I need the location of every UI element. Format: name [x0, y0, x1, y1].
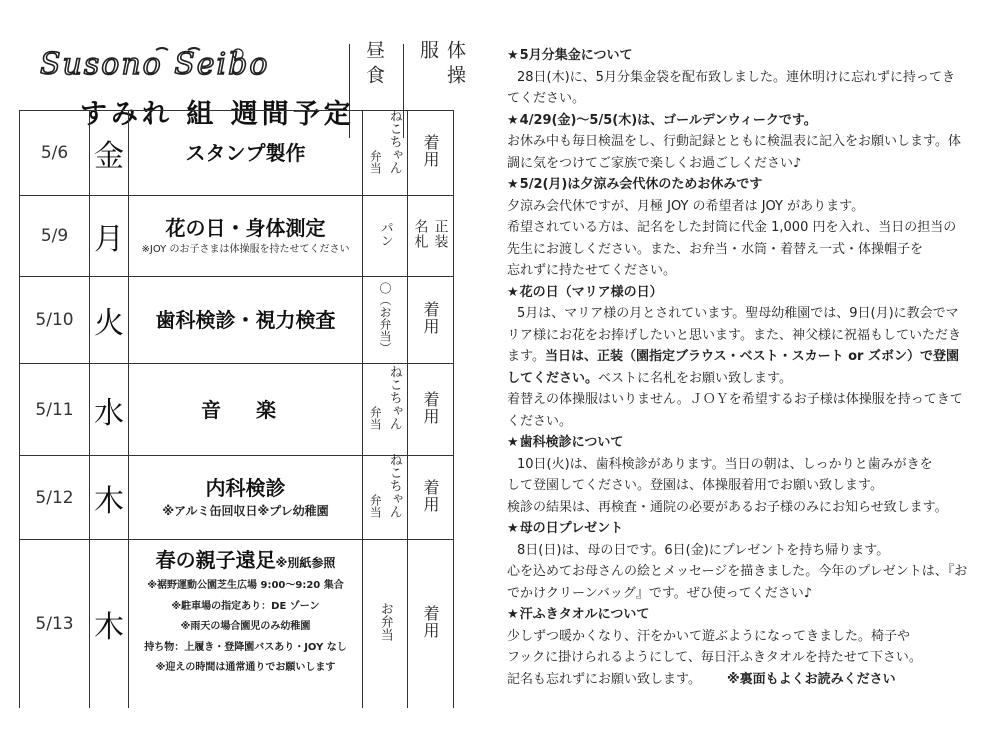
date-cell: 5/12: [20, 456, 90, 540]
event-title-note: ※別紙参照: [275, 556, 336, 570]
lunch-cell: 〇（お弁当）: [363, 277, 408, 364]
date-cell: 5/11: [20, 364, 90, 456]
table-row: [20, 196, 454, 277]
day-cell: 月: [90, 196, 129, 277]
event-title: 歯科検診・視力検査: [155, 308, 336, 332]
event-detail-line: 持ち物：上履き・登降園バスあり・JOY なし: [144, 641, 347, 653]
lunch-cell: 弁当 ねこちゃん: [363, 456, 408, 540]
logo-susono-seibo: [38, 44, 338, 94]
event-title: 花の日・身体測定: [165, 216, 326, 240]
pe-cell: 名札 正装: [408, 196, 454, 277]
notice-text: フックに掛けられるようにして、毎日汗ふきタオルを持たせて下さい。: [507, 650, 922, 665]
notice-text: 先生にお渡しください。また、お弁当・水筒・着替え一式・体操帽子を: [507, 241, 924, 257]
notice-text: 28日(木)に、5月分集金袋を配布致しました。連休明けに忘れずに持ってき: [517, 69, 955, 85]
date-cell: 5/13: [20, 540, 90, 708]
notice-text: 希望されている方は、記名をした封筒に代金 1,000 円を入れ、当日の担当の: [507, 220, 957, 235]
date-cell: 5/10: [20, 277, 90, 364]
notice-text: てください。: [507, 91, 586, 106]
lunch-cell: パン: [363, 196, 408, 277]
lunch-cell: 弁当 ねこちゃん: [363, 364, 408, 456]
notice-heading: ★5/2(月)は夕涼み会代休のためお休みです: [507, 177, 763, 192]
event-title: スタンプ製作: [185, 141, 306, 165]
notice-text: でかけクリーンバッグ』です。ぜひ使ってください♪: [507, 585, 813, 601]
notice-text: 8日(日)は、母の日です。6日(金)にプレゼントを持ち帰ります。: [517, 542, 890, 558]
notice-heading: ★母の日プレゼント: [507, 521, 624, 536]
day-cell: 水: [90, 364, 129, 456]
table-row: [20, 456, 454, 540]
logo-text: Susono Seibo: [40, 47, 270, 82]
notice-text: 調に気をつけてご家族で楽しくお過ごしください♪: [507, 155, 802, 171]
event-detail-line: ※雨天の場合園児のみ幼稚園: [180, 621, 311, 632]
notice-text: 夕涼み会代休ですが、月極 JOY の希望者は JOY があります。: [507, 198, 865, 214]
notice-heading: ★5月分集金について: [507, 48, 633, 63]
event-detail-line: ※駐車場の指定あり：DE ゾーン: [171, 600, 320, 612]
table-row: [20, 364, 454, 456]
page-title: すみれ 組 週間予定: [80, 99, 355, 130]
pe-cell: 着用: [408, 111, 454, 196]
notice-text: 心を込めてお母さんの絵とメッセージを描きました。今年のプレゼントは、『お: [507, 564, 968, 579]
event-note: ※アルミ缶回収日※プレ幼稚園: [162, 503, 329, 518]
notice-text: 検診の結果は、再検査・通院の必要があるお子様のみにお知らせ致します。: [507, 499, 948, 515]
notice-heading: ★花の日（マリア様の日）: [507, 284, 663, 300]
notice-text: 忘れずに持たせてください。: [507, 263, 677, 278]
notice-text: 少しずつ暖かくなり、汗をかいて遊ぶようになってきました。椅子や: [507, 628, 911, 644]
event-detail-line: ※迎えの時間は通常通りでお願いします: [155, 662, 336, 673]
notice-text: ます。当日は、正装（園指定ブラウス・ベスト・スカート or ズボン）で登園: [507, 349, 959, 364]
day-cell: 木: [90, 456, 129, 540]
table-row: [20, 540, 454, 708]
notices-column: [507, 45, 992, 690]
notice-text: 着替えの体操服はいりません。ＪＯＹを希望するお子様は体操服を持ってきて: [507, 392, 963, 407]
notice-heading: ★歯科検診について: [507, 435, 624, 450]
lunch-cell: 弁当 ねこちゃん: [363, 111, 408, 196]
notice-text: リア様にお花をお捧げしたいと思います。また、神父様に祝福もしていただき: [507, 327, 961, 343]
event-note: ※JOY のお子さまは体操服を持たせてください: [141, 244, 350, 255]
day-cell: 木: [90, 540, 129, 708]
event-title: 春の親子遠足: [155, 548, 276, 572]
schedule-header: [20, 28, 466, 130]
notice-text: 5月は、マリア様の月とされています。聖母幼稚園では、9日(月)に教会でマ: [517, 306, 959, 321]
column-header-pe: 体操服: [417, 40, 466, 90]
pe-cell: 着用: [408, 277, 454, 364]
pe-cell: 着用: [408, 456, 454, 540]
lunch-cell: お弁当: [363, 540, 408, 708]
notice-text: してください。ベストに名札をお願い致します。: [507, 370, 792, 386]
event-title: 内科検診: [205, 475, 286, 500]
weekly-schedule-table: [19, 110, 454, 708]
event-title: 音 楽: [201, 397, 290, 422]
pe-cell: 着用: [408, 540, 454, 708]
notice-text: お休み中も毎日検温をし、行動記録とともに検温表に記入をお願いします。体: [507, 134, 961, 149]
day-cell: 金: [90, 111, 129, 196]
notice-heading: ★4/29(金)～5/5(木)は、ゴールデンウィークです。: [507, 112, 817, 128]
notice-text: して登園してください。登園は、体操服着用でお願い致します。: [507, 478, 883, 493]
notice-text: 10日(火)は、歯科検診があります。当日の朝は、しっかりと歯みがきを: [517, 456, 933, 472]
notice-text: 記名も忘れずにお願い致します。 ※裏面もよくお読みください: [507, 671, 896, 687]
day-cell: 火: [90, 277, 129, 364]
notice-heading: ★汗ふきタオルについて: [507, 607, 650, 622]
table-row: [20, 277, 454, 364]
table-row: [20, 111, 454, 196]
pe-cell: 着用: [408, 364, 454, 456]
event-detail-line: ※裾野運動公園芝生広場 9:00～9:20 集合: [147, 580, 344, 591]
column-header-lunch: 昼食: [363, 40, 385, 90]
notice-text: ください。: [507, 413, 573, 429]
date-cell: 5/6: [20, 111, 90, 196]
date-cell: 5/9: [20, 196, 90, 277]
